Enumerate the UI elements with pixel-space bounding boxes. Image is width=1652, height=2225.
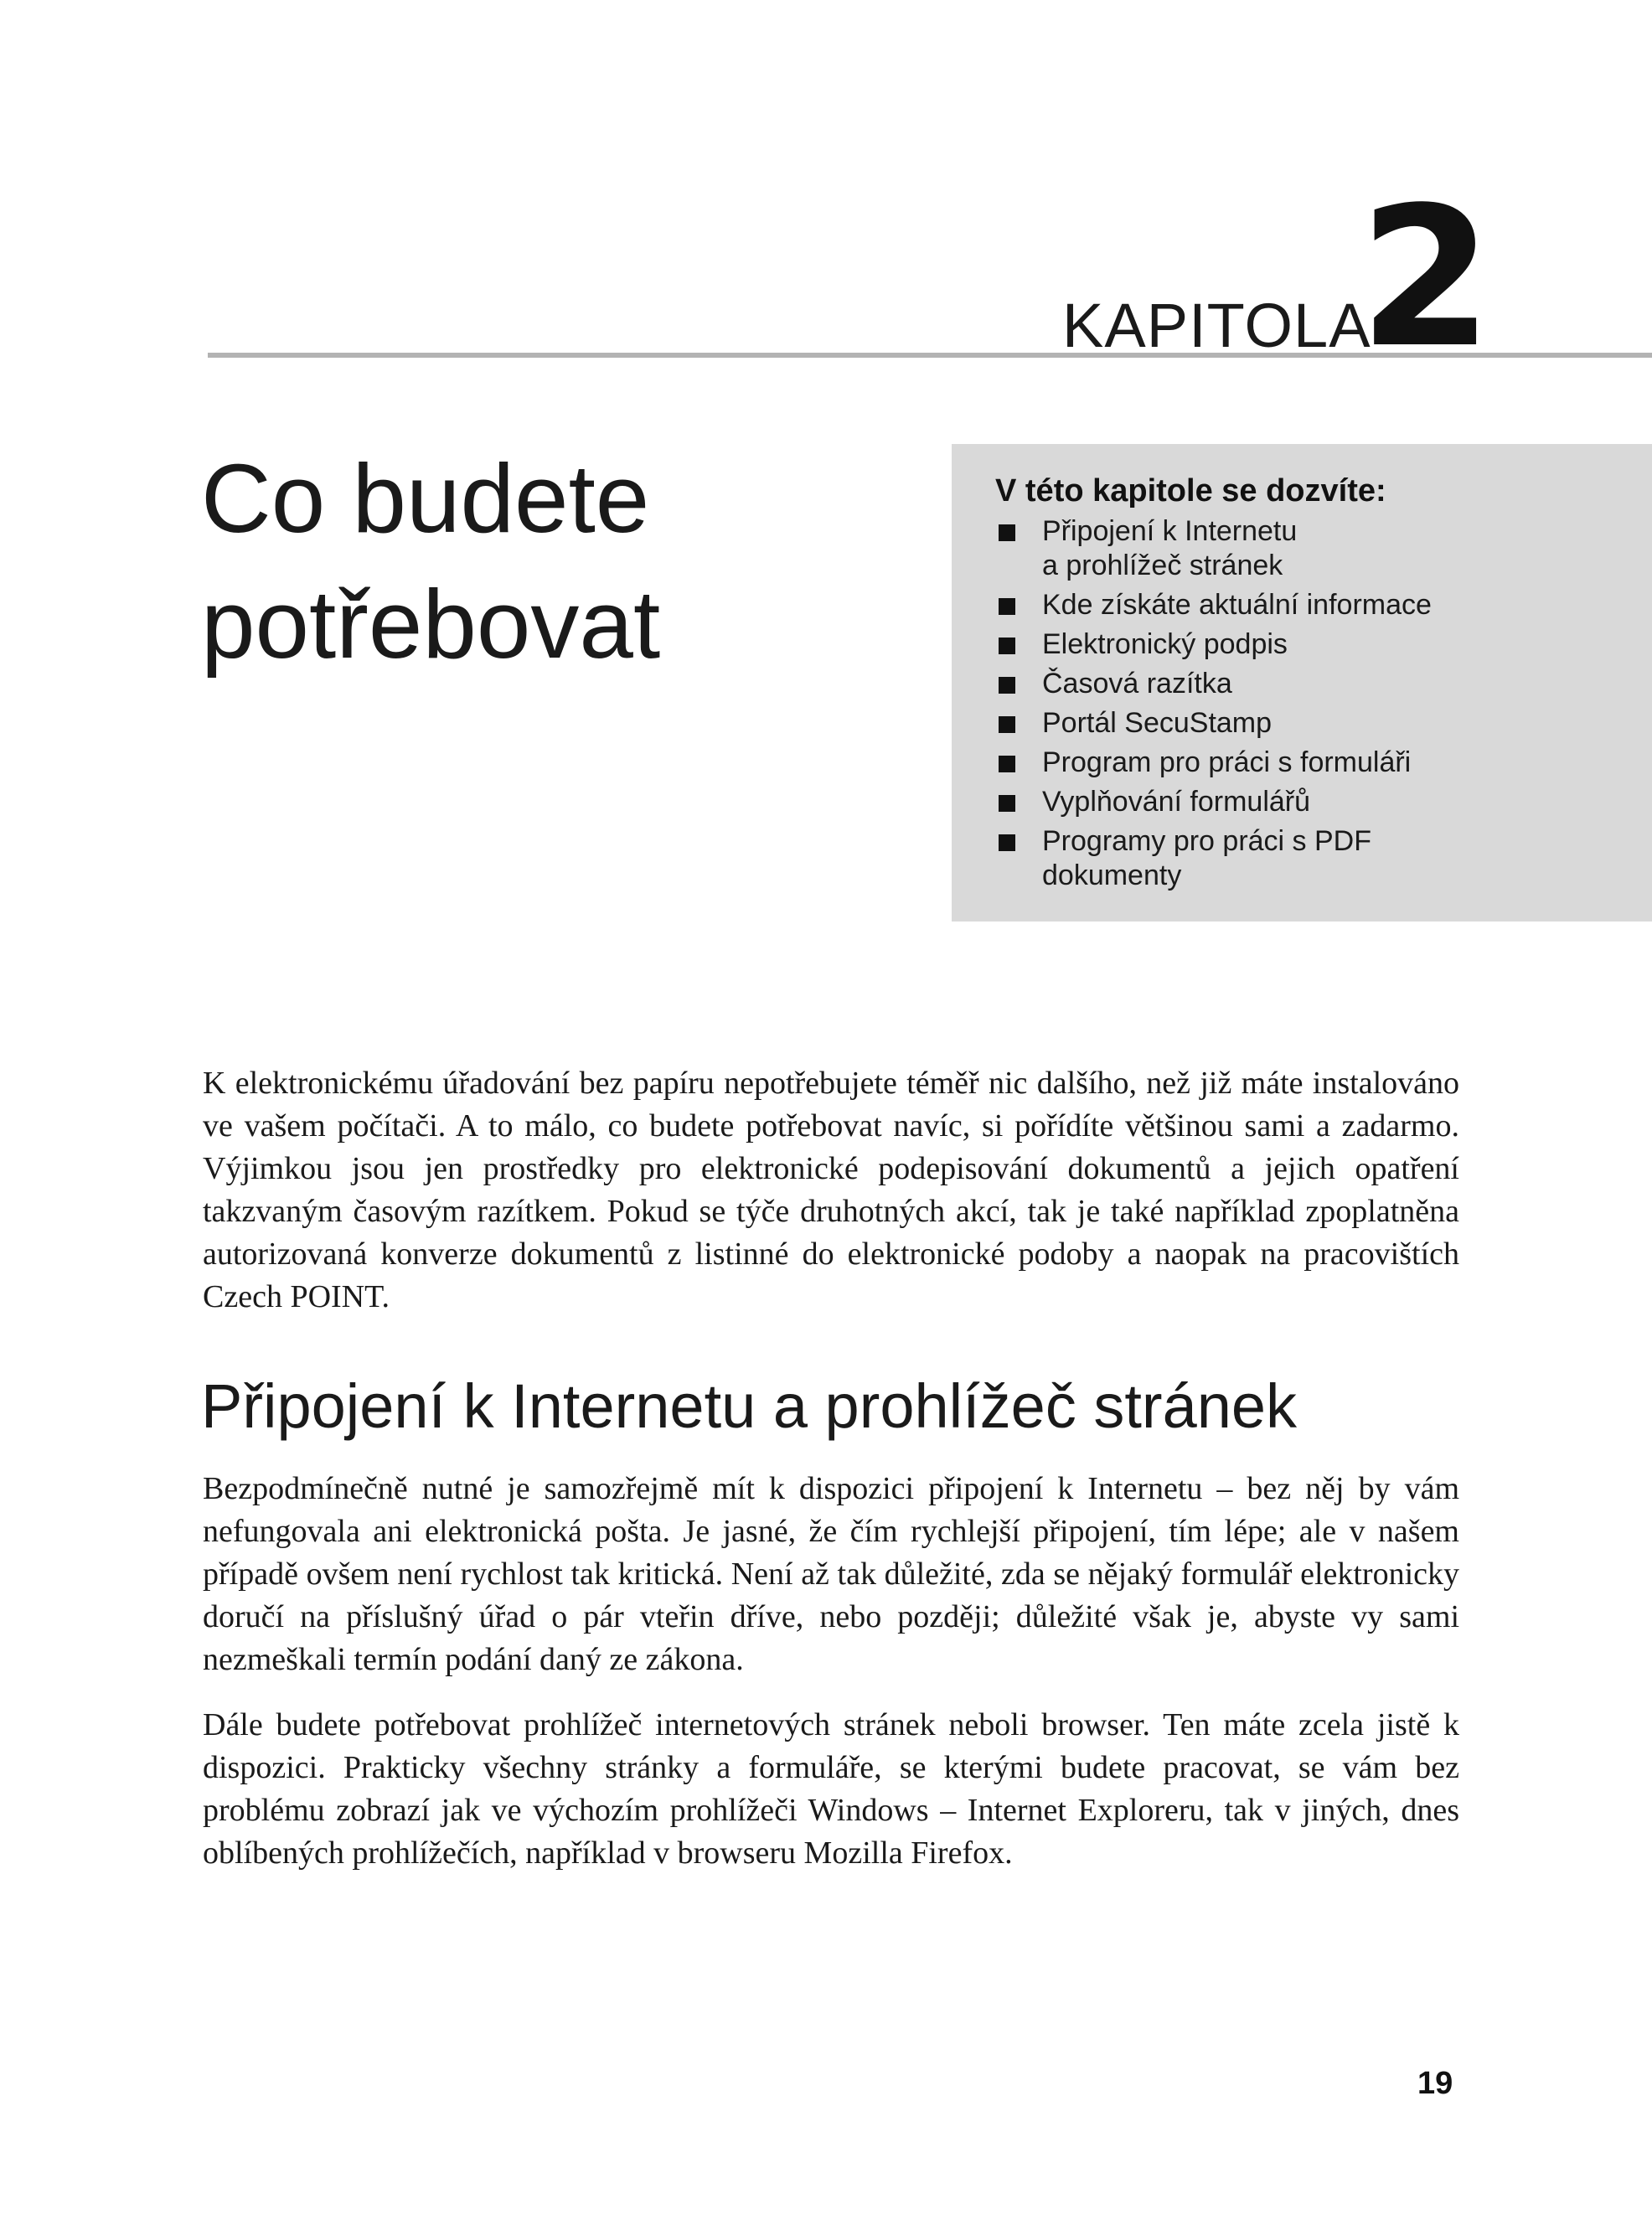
overview-item-text: Elektronický podpis [1042, 627, 1288, 660]
overview-item-text: Vyplňování formulářů [1042, 785, 1311, 818]
chapter-number: 2 [1359, 167, 1494, 390]
overview-item-text: Portál SecuStamp [1042, 706, 1273, 739]
page-number: 19 [1417, 2066, 1453, 2101]
chapter-label: KAPITOLA [1062, 291, 1371, 360]
overview-item-text: Kde získáte aktuální informace [1042, 588, 1432, 621]
square-bullet-icon [999, 598, 1015, 615]
overview-item [995, 746, 1618, 780]
overview-heading: V této kapitole se dozvíte: [995, 473, 1386, 508]
overview-item [995, 706, 1618, 741]
overview-item [995, 824, 1618, 893]
overview-item-text: Program pro práci s formuláři [1042, 746, 1412, 778]
overview-item-text: Programy pro práci s PDF dokumenty [1042, 824, 1371, 891]
square-bullet-icon [999, 638, 1015, 654]
overview-list [995, 514, 1618, 893]
overview-item-text: Časová razítka [1042, 667, 1232, 700]
chapter-overview-box [952, 444, 1652, 921]
section-paragraph-1: Bezpodmínečně nutné je samozřejmě mít k dispozici připojení k Internetu – bez něj by vám nefungovala ani elektronická pošta. Je jasné, že čím rychlejší připojení, tím lépe; ale v našem případě ovšem není rychlost tak kritická. Není až tak důležité, zda se nějaký formulář elektronicky doručí na příslušný úřad o pár vteřin dříve, nebo později; důležité však je, abyste vy sami nezmeškali termín podání daný ze zákona. [203, 1471, 1459, 1677]
square-bullet-icon [999, 756, 1015, 772]
section-heading: Připojení k Internetu a prohlížeč stránek [201, 1371, 1298, 1441]
intro-paragraph: K elektronickému úřadování bez papíru nepotřebujete téměř nic dalšího, než již máte instalováno ve vašem počítači. A to málo, co budete potřebovat navíc, si pořídíte většinou sami a zadarmo. Výjimkou jsou jen prostředky pro elektronické podepisování dokumentů a jejich opatření takzvaným časovým razítkem. Pokud se týče druhotných akcí, tak je také například zpoplatněna autorizovaná konverze dokumentů z listinné do elektronické podoby a naopak na pracovištích Czech POINT. [203, 1066, 1459, 1314]
overview-item [995, 627, 1618, 662]
overview-item-text: Připojení k Internetu a prohlížeč stránek [1042, 514, 1298, 581]
square-bullet-icon [999, 524, 1015, 541]
chapter-title: Co budete potřebovat [201, 444, 661, 679]
square-bullet-icon [999, 677, 1015, 694]
overview-item [995, 588, 1618, 622]
square-bullet-icon [999, 795, 1015, 812]
square-bullet-icon [999, 716, 1015, 733]
section-paragraph-2: Dále budete potřebovat prohlížeč internetových stránek neboli browser. Ten máte zcela jistě k dispozici. Prakticky všechny stránky a formuláře, se kterými budete pracovat, se vám bez problému zobrazí jak ve výchozím prohlížeči Windows – Internet Exploreru, tak v jiných, dnes oblíbených prohlížečích, například v browseru Mozilla Firefox. [203, 1707, 1459, 1871]
overview-item [995, 514, 1618, 583]
overview-item [995, 667, 1618, 701]
square-bullet-icon [999, 834, 1015, 851]
overview-item [995, 785, 1618, 819]
